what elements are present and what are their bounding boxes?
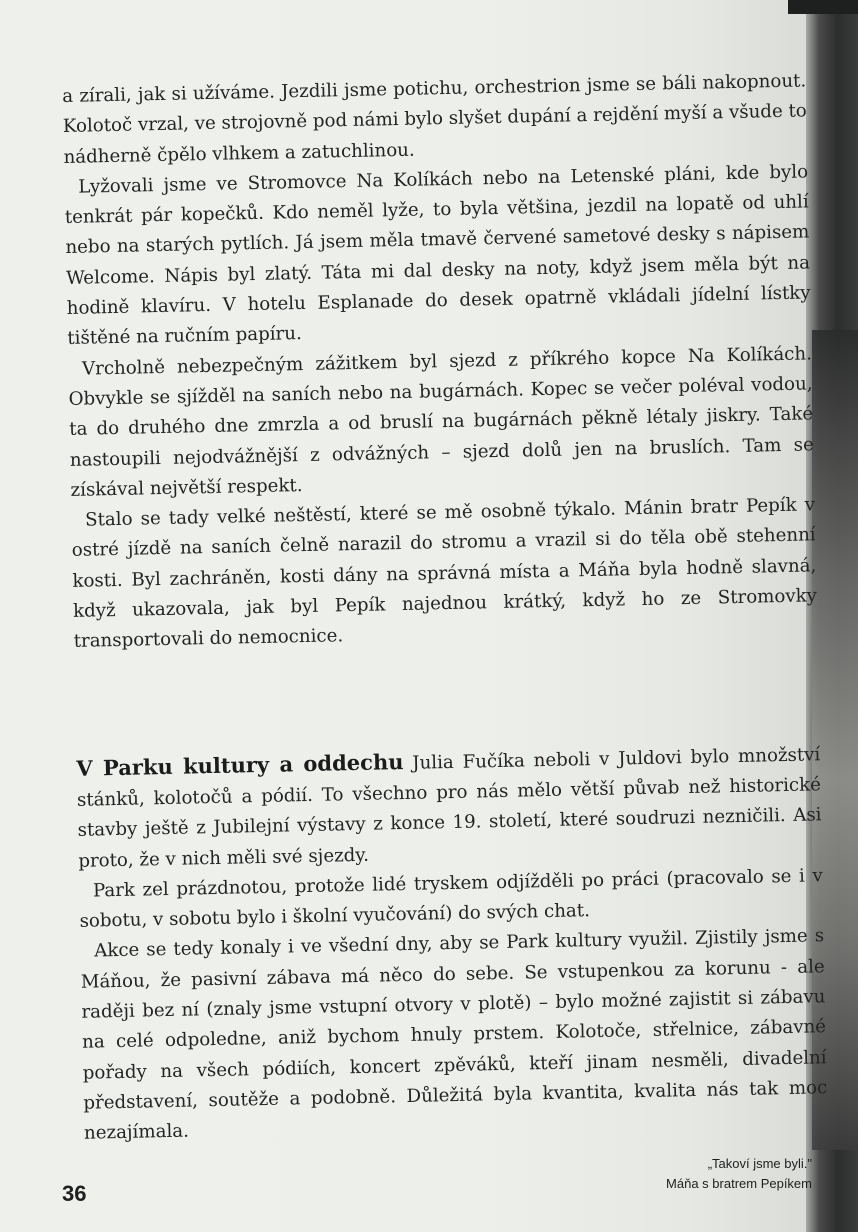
paragraph: Vrcholně nebezpečným zážitkem byl sjezd z příkrého kopce Na Kolíkách. Obvykle se sjížděl na saních nebo na bugárnách. Kopec se večer poléval vodou, ta do druhého dne zmrzla a od bruslí na bugárnách pěkně létaly jiskry. Také nastoupili nejodvážnější z odvážných – sjezd dolů jen na bruslích. Tam se získával největší respekt. [68, 343, 814, 501]
paragraph: Akce se tedy konaly i ve všední dny, aby se Park kultury využil. Zjistily jsme s Máňou, že pasivní zábava má něco do sebe. Se vstupenkou za korunu - ale raději bez ní (znaly jsme vstupní otvory v plotě) – bylo možné zajistit si zábavu na celé odpoledne, aniž bychom hnuly prstem. Kolotoče, střelnice, zábavné pořady na všech pódiích, koncert zpěváků, kteří jinam nesměli, divadelní představení, soutěže a podobně. Důležitá byla kvantita, kvalita nás tak moc nezajímala. [80, 925, 828, 1144]
caption-title: „Takoví jsme byli." [707, 1156, 812, 1171]
photo-caption [572, 1154, 812, 1194]
paragraph: Lyžovali jsme ve Stromovce Na Kolíkách nebo na Letenské pláni, kde bylo tenkrát pár kopečků. Kdo neměl lyže, to byla většina, jezdil na lopatě od uhlí nebo na starých pytlích. Já jsem měla tmavě červené sametové desky s nápisem Welcome. Nápis byl zlatý. Táta mi dal desky na noty, když jsem měla být na hodině klavíru. V hotelu Esplanade do desek opatrně vkládali jídelní lístky tištěné na ručním papíru. [64, 161, 811, 350]
page-number: 36 [62, 1181, 87, 1206]
section-heading: V Parku kultury a oddechu [76, 748, 404, 781]
paragraph: Stalo se tady velké neštěstí, které se mě osobně týkalo. Mánin bratr Pepík v ostré jízdě na saních čelně narazil do stromu a vrazil si do těla obě stehenní kosti. Byl zachráněn, kosti dány na správná místa a Máňa byla hodně slavná, když ukazovala, jak byl Pepík najednou krátký, když ho ze Stromovky transportovali do nemocnice. [71, 494, 818, 653]
section-spacer [74, 642, 820, 754]
paragraph: Park zel prázdnotou, protože lidé tryskem odjížděli po práci (pracovalo se i v sobotu, v sobotu bylo i školní vyučování) do svých chat. [79, 865, 824, 932]
section-lead-paragraph [76, 738, 822, 877]
paragraph: a zírali, jak si užíváme. Jezdili jsme potichu, orchestrion jsme se báli nakopnout. Kolotoč vrzal, ve strojovně pod námi bylo slyšet dupání a rejdění myší a všude to nádherně čpělo vlhkem a zatuchlinou. [62, 70, 807, 168]
body-text [62, 66, 828, 1149]
section-lead-text: Julia Fučíka neboli v Juldovi bylo množství stánků, kolotočů a pódií. To všechno pro nás mělo větší půvab než historické stavby ještě z Jubilejní výstavy z konce 19. století, které soudruzi nezničili. Asi proto, že v nich měli své sjezdy. [76, 743, 822, 872]
page-corner-shadow [788, 0, 858, 14]
caption-subtitle: Máňa s bratrem Pepíkem [666, 1176, 812, 1191]
